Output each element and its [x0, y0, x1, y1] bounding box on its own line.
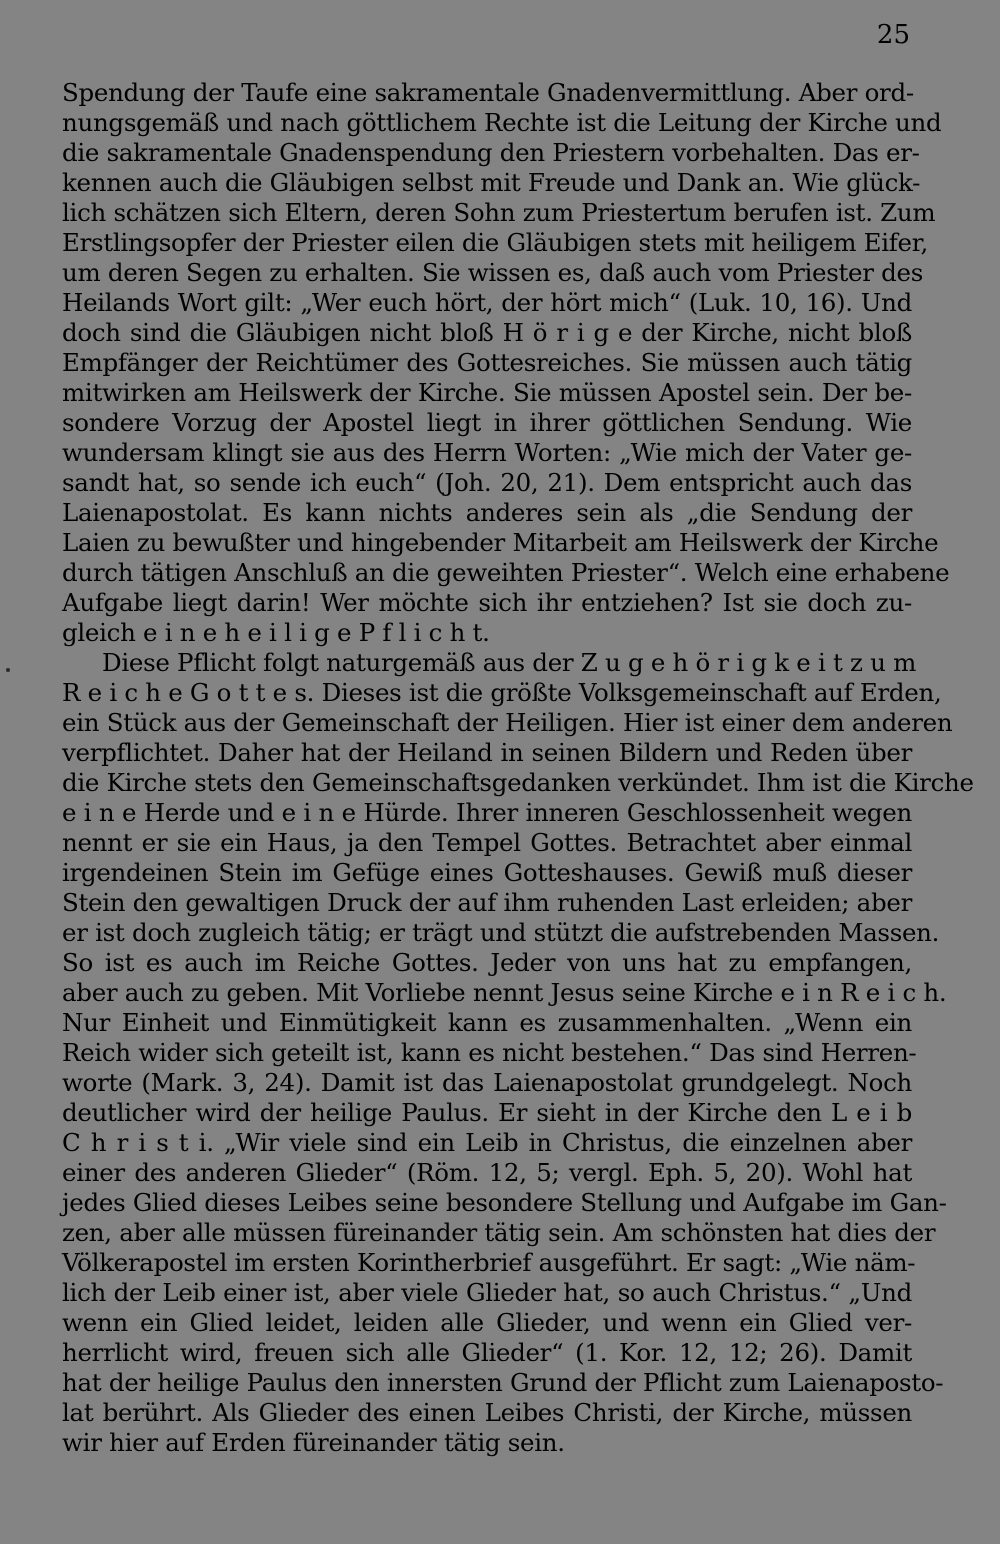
- text-line: irgendeinen Stein im Gefüge eines Gotteshauses. Gewiß muß dieser: [62, 858, 912, 887]
- body-text: [62, 78, 974, 1458]
- text-line: Aufgabe liegt darin! Wer möchte sich ihr entziehen? Ist sie doch zu-: [62, 588, 912, 617]
- text-line: zen, aber alle müssen füreinander tätig sein. Am schönsten hat dies der: [62, 1218, 936, 1247]
- text-line: deutlicher wird der heilige Paulus. Er sieht in der Kirche den L e i b: [62, 1098, 912, 1127]
- text-line: Empfänger der Reichtümer des Gottesreiches. Sie müssen auch tätig: [62, 348, 912, 377]
- text-line: gleich e i n e h e i l i g e P f l i c h t.: [62, 618, 490, 647]
- text-line: C h r i s t i. „Wir viele sind ein Leib in Christus, die einzelnen aber: [62, 1128, 912, 1157]
- text-line: sondere Vorzug der Apostel liegt in ihrer göttlichen Sendung. Wie: [62, 408, 912, 437]
- text-line: wir hier auf Erden füreinander tätig sein.: [62, 1428, 565, 1457]
- text-line: Stein den gewaltigen Druck der auf ihm ruhenden Last erleiden; aber: [62, 888, 912, 917]
- text-line: worte (Mark. 3, 24). Damit ist das Laienapostolat grundgelegt. Noch: [62, 1068, 912, 1097]
- text-line: Reich wider sich geteilt ist, kann es nicht bestehen.“ Das sind Herren-: [62, 1038, 917, 1067]
- text-line: er ist doch zugleich tätig; er trägt und stützt die aufstrebenden Massen.: [62, 918, 940, 947]
- text-line: um deren Segen zu erhalten. Sie wissen es, daß auch vom Priester des: [62, 258, 924, 287]
- text-line: aber auch zu geben. Mit Vorliebe nennt Jesus seine Kirche e i n R e i c h.: [62, 978, 947, 1007]
- text-line: So ist es auch im Reiche Gottes. Jeder von uns hat zu empfangen,: [62, 948, 912, 977]
- paragraph-2: [62, 648, 974, 1458]
- page-number: 25: [876, 20, 910, 50]
- text-line: Diese Pflicht folgt naturgemäß aus der Z u g e h ö r i g k e i t z u m: [102, 648, 916, 677]
- text-line: die Kirche stets den Gemeinschaftsgedanken verkündet. Ihm ist die Kirche: [62, 768, 974, 797]
- text-line: mitwirken am Heilswerk der Kirche. Sie müssen Apostel sein. Der be-: [62, 378, 912, 407]
- text-line: kennen auch die Gläubigen selbst mit Freude und Dank an. Wie glück-: [62, 168, 921, 197]
- text-line: e i n e Herde und e i n e Hürde. Ihrer inneren Geschlossenheit wegen: [62, 798, 912, 827]
- margin-speck: [6, 668, 10, 672]
- text-line: Erstlingsopfer der Priester eilen die Gläubigen stets mit heiligem Eifer,: [62, 228, 928, 257]
- text-line: lich der Leib einer ist, aber viele Glieder hat, so auch Christus.“ „Und: [62, 1278, 912, 1307]
- text-line: wundersam klingt sie aus des Herrn Worten: „Wie mich der Vater ge-: [62, 438, 912, 467]
- text-line: Spendung der Taufe eine sakramentale Gnadenvermittlung. Aber ord-: [62, 78, 914, 107]
- paragraph-1: [62, 78, 950, 648]
- text-line: lat berührt. Als Glieder des einen Leibes Christi, der Kirche, müssen: [62, 1398, 912, 1427]
- text-line: die sakramentale Gnadenspendung den Priestern vorbehalten. Das er-: [62, 138, 920, 167]
- text-line: doch sind die Gläubigen nicht bloß H ö r i g e der Kirche, nicht bloß: [62, 318, 912, 347]
- text-line: R e i c h e G o t t e s. Dieses ist die größte Volksgemeinschaft auf Erden,: [62, 678, 942, 707]
- text-line: Laienapostolat. Es kann nichts anderes sein als „die Sendung der: [62, 498, 912, 527]
- text-line: verpflichtet. Daher hat der Heiland in seinen Bildern und Reden über: [62, 738, 912, 767]
- text-line: nennt er sie ein Haus, ja den Tempel Gottes. Betrachtet aber einmal: [62, 828, 912, 857]
- text-line: Heilands Wort gilt: „Wer euch hört, der hört mich“ (Luk. 10, 16). Und: [62, 288, 912, 317]
- text-line: Laien zu bewußter und hingebender Mitarbeit am Heilswerk der Kirche: [62, 528, 939, 557]
- text-line: ein Stück aus der Gemeinschaft der Heiligen. Hier ist einer dem anderen: [62, 708, 953, 737]
- text-line: sandt hat, so sende ich euch“ (Joh. 20, 21). Dem entspricht auch das: [62, 468, 912, 497]
- text-line: jedes Glied dieses Leibes seine besondere Stellung und Aufgabe im Gan-: [62, 1188, 947, 1217]
- text-line: wenn ein Glied leidet, leiden alle Glieder, und wenn ein Glied ver-: [62, 1308, 912, 1337]
- text-line: Völkerapostel im ersten Korintherbrief ausgeführt. Er sagt: „Wie näm-: [62, 1248, 916, 1277]
- text-line: durch tätigen Anschluß an die geweihten Priester“. Welch eine erhabene: [62, 558, 950, 587]
- text-line: herrlicht wird, freuen sich alle Glieder“ (1. Kor. 12, 12; 26). Damit: [62, 1338, 912, 1367]
- text-line: nungsgemäß und nach göttlichem Rechte ist die Leitung der Kirche und: [62, 108, 942, 137]
- text-line: lich schätzen sich Eltern, deren Sohn zum Priestertum berufen ist. Zum: [62, 198, 936, 227]
- text-line: einer des anderen Glieder“ (Röm. 12, 5; vergl. Eph. 5, 20). Wohl hat: [62, 1158, 912, 1187]
- text-line: hat der heilige Paulus den innersten Grund der Pflicht zum Laienaposto-: [62, 1368, 944, 1397]
- text-line: Nur Einheit und Einmütigkeit kann es zusammenhalten. „Wenn ein: [62, 1008, 912, 1037]
